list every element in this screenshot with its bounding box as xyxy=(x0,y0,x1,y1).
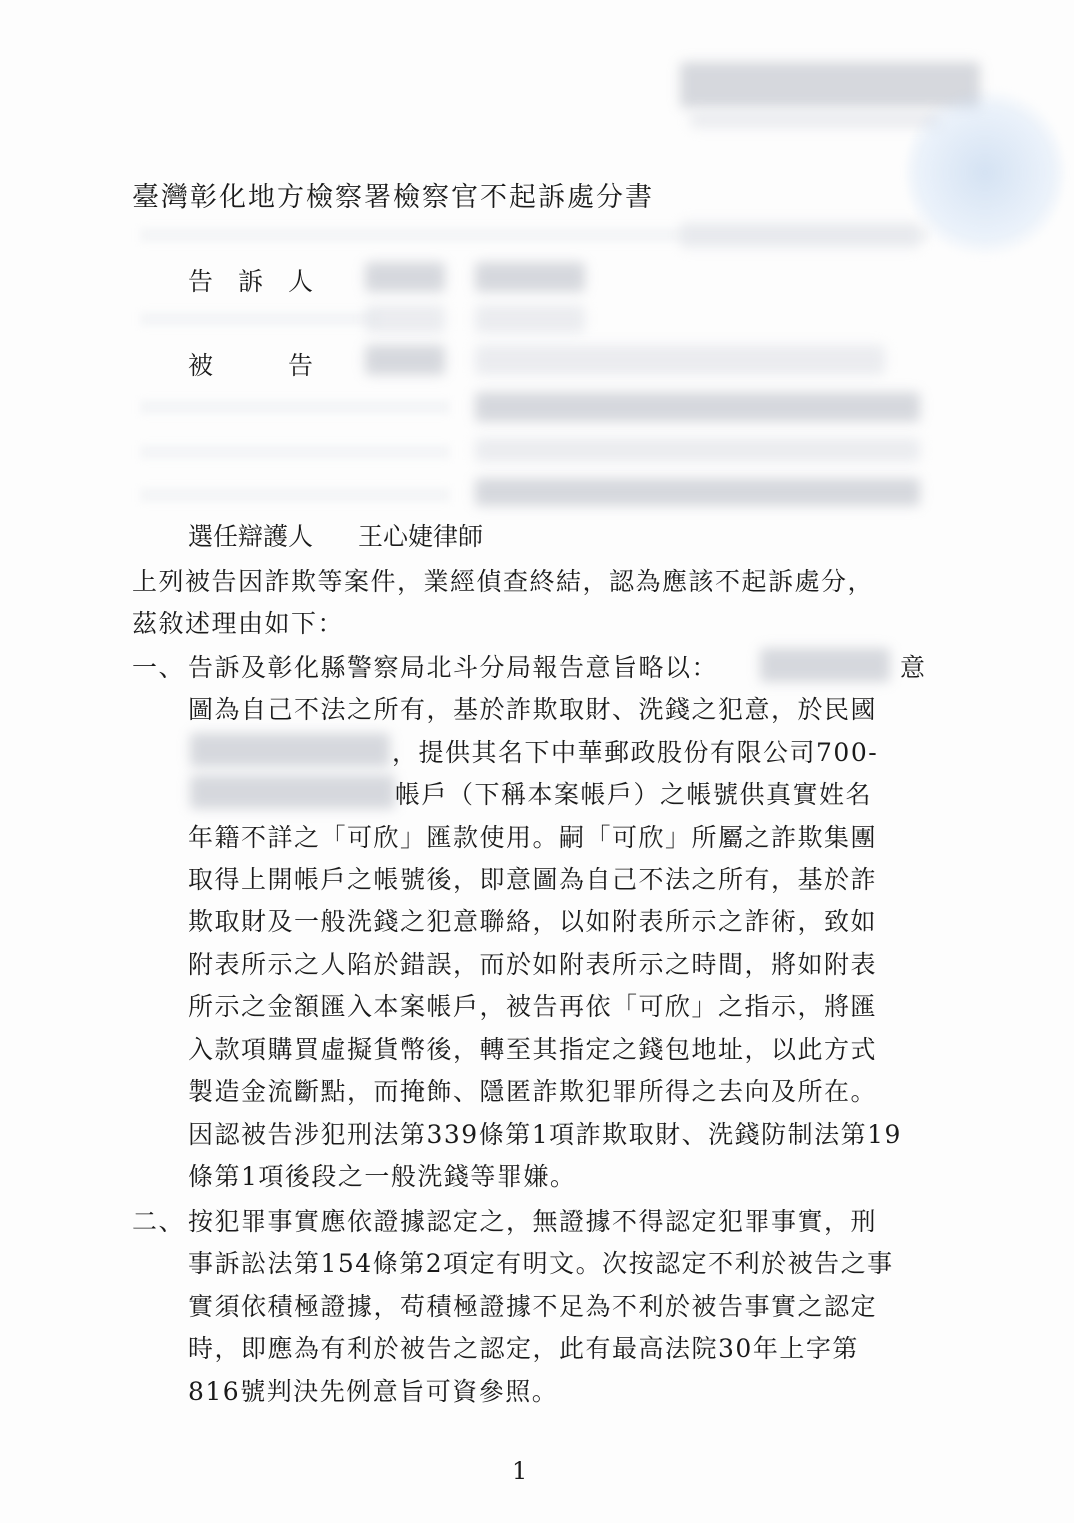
section1-line: 入款項購買虛擬貨幣後，轉至其指定之錢包地址，以此方式 xyxy=(188,1035,878,1064)
redacted-complainant-line2 xyxy=(365,305,445,333)
redacted-defendant-address xyxy=(475,392,920,422)
section1-line: 告訴及彰化縣警察局北斗分局報告意旨略以： xyxy=(188,653,719,682)
section1-line1-tail: 意 xyxy=(900,653,927,682)
redacted-account-number xyxy=(190,775,395,809)
section2-line: 時，即應為有利於被告之認定，此有最高法院30年上字第 xyxy=(188,1334,859,1363)
redacted-header-sub xyxy=(690,112,940,128)
defense-counsel-label: 選任辯護人 xyxy=(188,522,314,551)
redacted-complainant-line2-info xyxy=(475,305,585,333)
section2-line: 按犯罪事實應依證據認定之，無證據不得認定犯罪事實，刑 xyxy=(188,1207,878,1236)
section2-line: 實須依積極證據，苟積極證據不足為不利於被告事實之認定 xyxy=(188,1292,878,1321)
faded-line xyxy=(140,400,450,414)
section1-line: 欺取財及一般洗錢之犯意聯絡，以如附表所示之詐術，致如 xyxy=(188,907,878,936)
section1-line: 因認被告涉犯刑法第339條第1項詐欺取財、洗錢防制法第19 xyxy=(188,1120,902,1149)
intro-line: 上列被告因詐欺等案件，業經偵查終結，認為應該不起訴處分， xyxy=(132,567,875,596)
page-number: 1 xyxy=(512,1457,528,1485)
defendant-label: 被 告 xyxy=(188,351,314,380)
section1-line: 製造金流斷點，而掩飾、隱匿詐欺犯罪所得之去向及所在。 xyxy=(188,1077,878,1106)
section1-line: 帳戶（下稱本案帳戶）之帳號供真實姓名 xyxy=(395,780,873,809)
section1-line: 圖為自己不法之所有，基於詐欺取財、洗錢之犯意，於民國 xyxy=(188,695,878,724)
faded-line xyxy=(140,312,380,326)
redacted-header-block xyxy=(680,62,980,108)
section1-marker: 一、 xyxy=(132,653,186,682)
redacted-complainant-name xyxy=(365,262,445,292)
intro-line: 茲敘述理由如下： xyxy=(132,609,345,638)
section1-line: 取得上開帳戶之帳號後，即意圖為自己不法之所有，基於詐 xyxy=(188,865,878,894)
faded-line xyxy=(140,488,450,502)
redacted-defendant-info xyxy=(475,345,885,375)
redacted-case-number xyxy=(680,222,920,248)
redacted-defendant-name xyxy=(365,345,445,375)
section1-line: ，提供其名下中華郵政股份有限公司700- xyxy=(392,738,879,767)
defense-counsel-name: 王心婕律師 xyxy=(358,522,484,551)
section2-line: 816號判決先例意旨可資參照。 xyxy=(188,1377,559,1406)
section2-marker: 二、 xyxy=(132,1207,186,1236)
section1-line: 年籍不詳之「可欣」匯款使用。嗣「可欣」所屬之詐欺集團 xyxy=(188,823,878,852)
faded-line xyxy=(140,445,450,459)
complainant-label: 告 訴 人 xyxy=(188,267,314,296)
redacted-section1-name xyxy=(760,648,890,682)
redacted-defendant-id xyxy=(475,438,920,462)
section1-line: 所示之金額匯入本案帳戶，被告再依「可欣」之指示，將匯 xyxy=(188,992,878,1021)
section1-line: 條第1項後段之一般洗錢等罪嫌。 xyxy=(188,1162,577,1191)
redacted-complainant-info xyxy=(475,262,585,292)
document-title: 臺灣彰化地方檢察署檢察官不起訴處分書 xyxy=(132,182,654,213)
section2-line: 事訴訟法第154條第2項定有明文。次按認定不利於被告之事 xyxy=(188,1249,894,1278)
redacted-section1-date xyxy=(190,733,390,767)
redacted-defendant-residence xyxy=(475,478,920,506)
section1-line: 附表所示之人陷於錯誤，而於如附表所示之時間，將如附表 xyxy=(188,950,878,979)
